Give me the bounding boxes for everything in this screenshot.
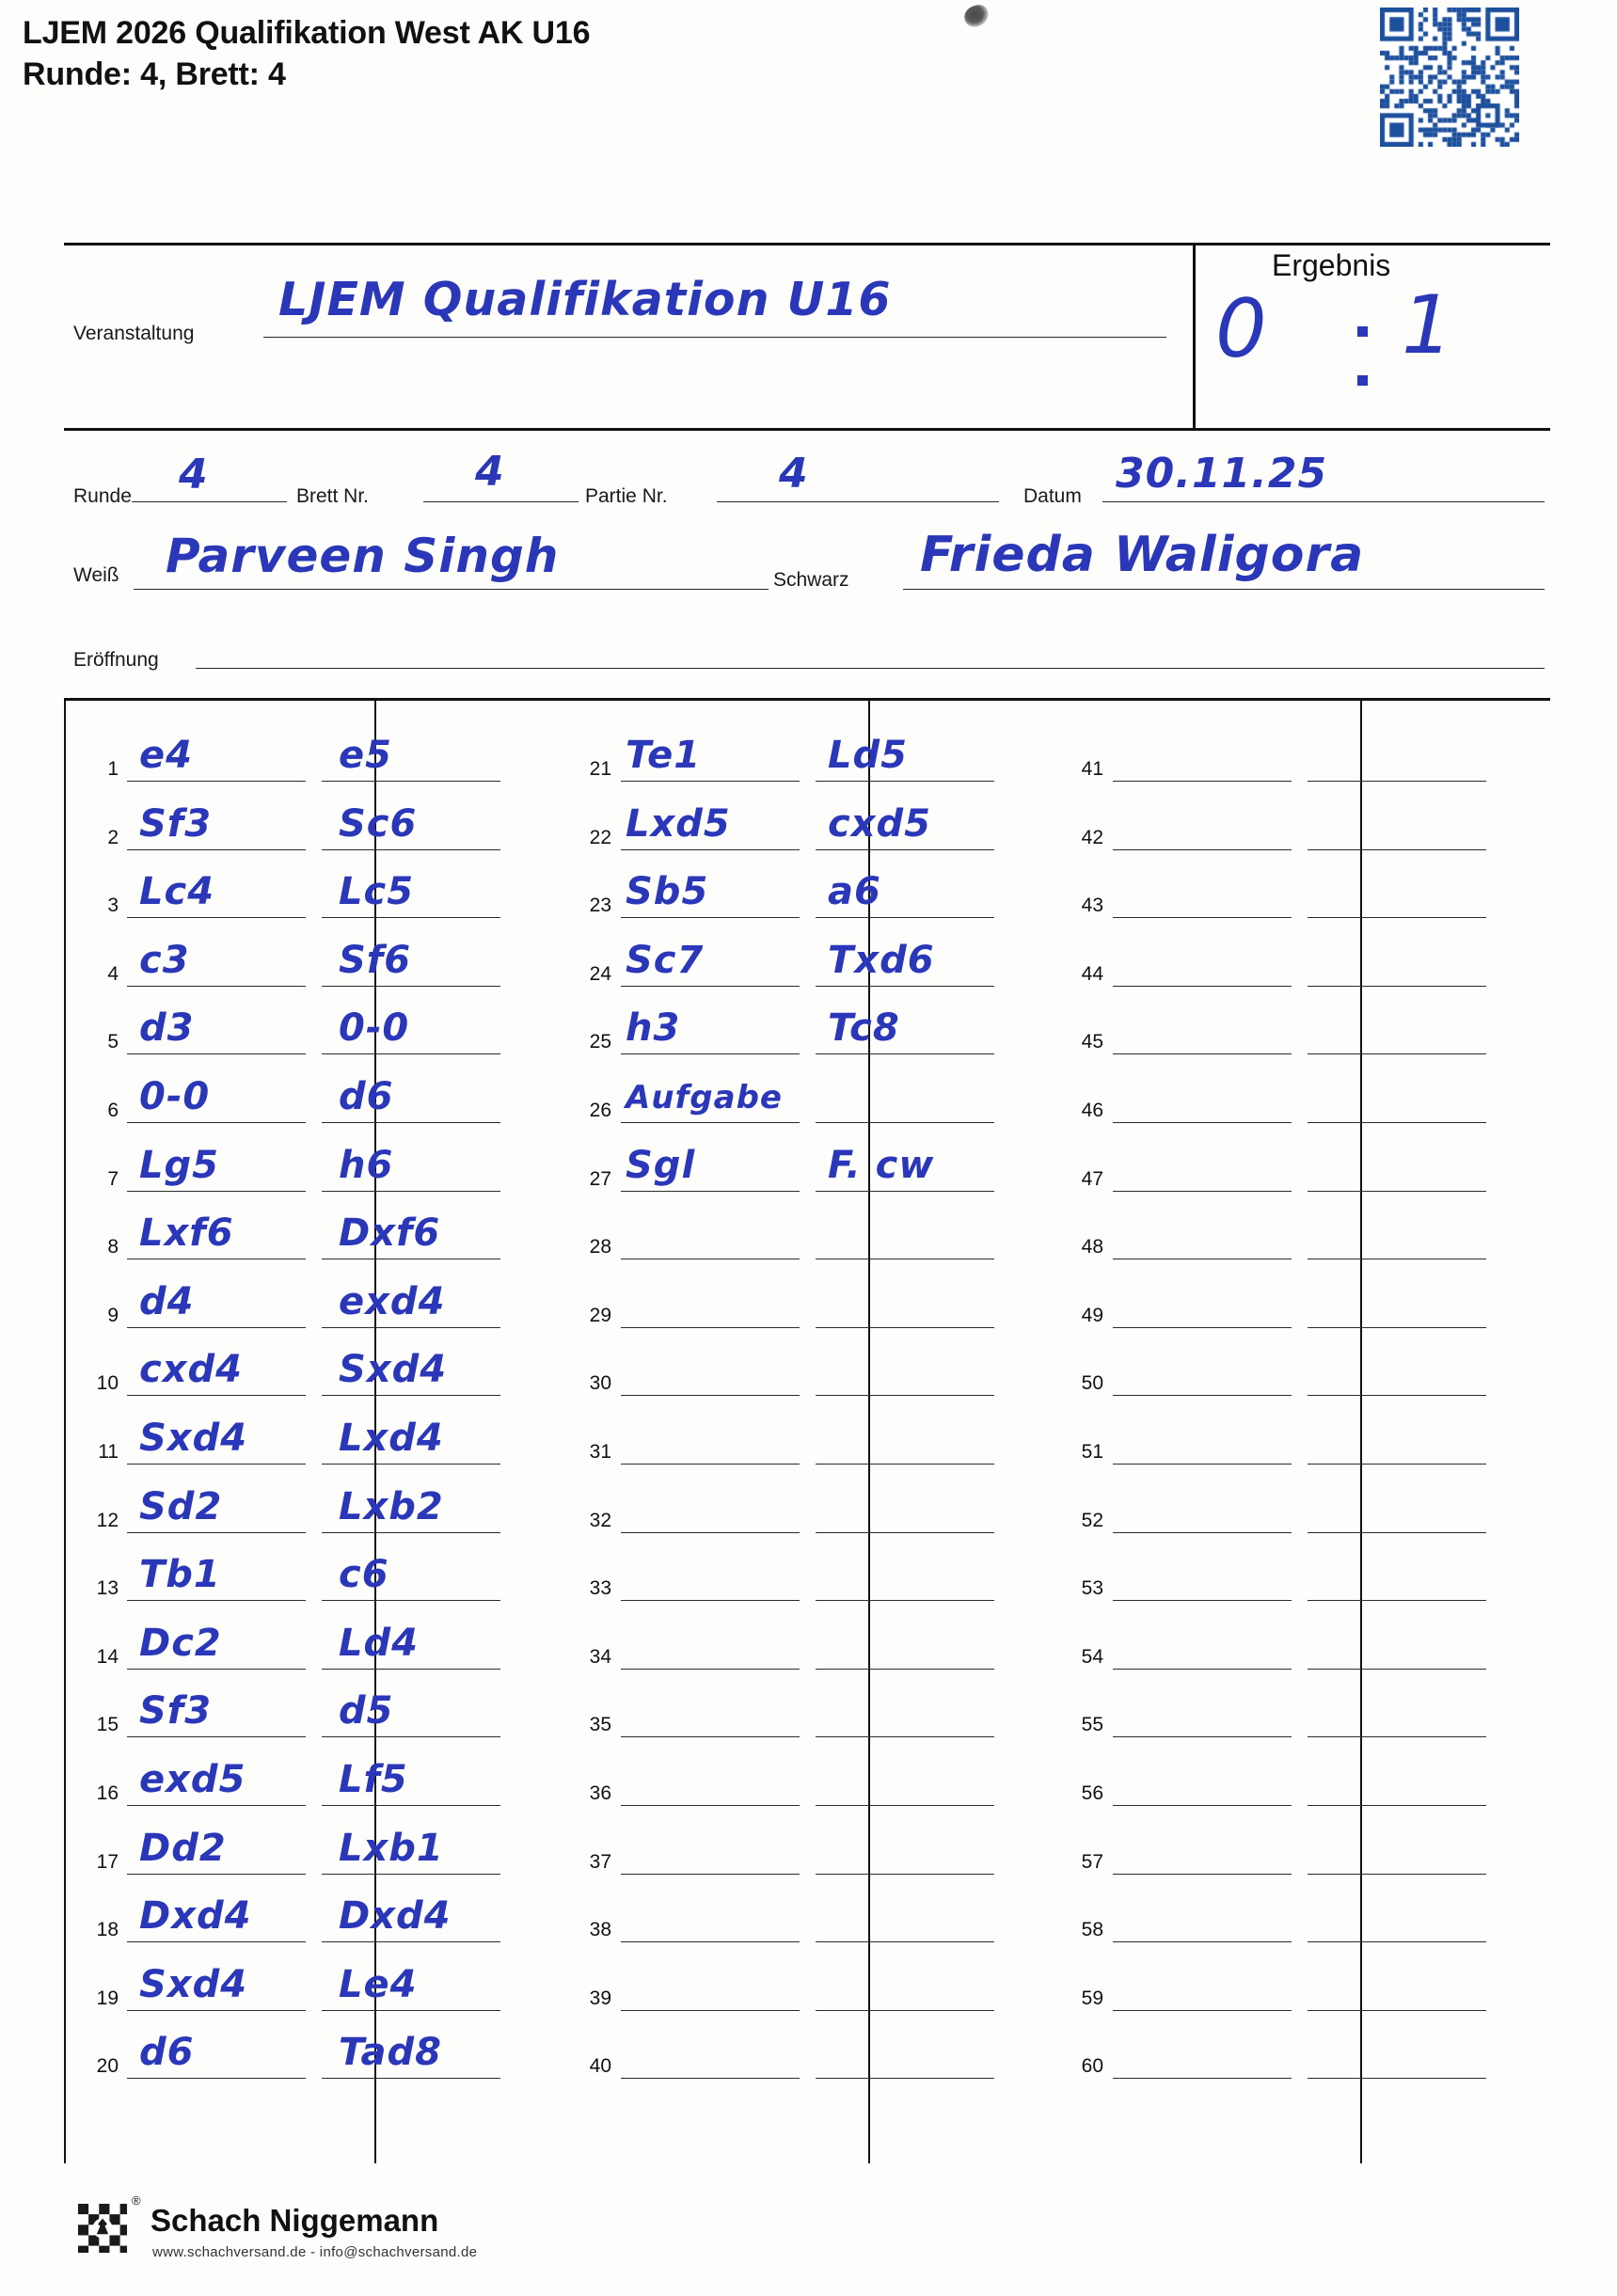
move-white-rule bbox=[1113, 1941, 1292, 1942]
move-white-rule bbox=[621, 1053, 800, 1054]
move-white-value[interactable]: Lc4 bbox=[139, 870, 215, 914]
move-black-rule bbox=[322, 849, 500, 850]
move-black-rule bbox=[322, 1395, 500, 1396]
registered-mark: ® bbox=[132, 2193, 141, 2208]
partie-label: Partie Nr. bbox=[585, 485, 668, 507]
move-white-rule bbox=[127, 1395, 306, 1396]
move-black-rule bbox=[322, 917, 500, 918]
move-black-rule bbox=[322, 2078, 500, 2079]
move-black-value[interactable]: Lxd4 bbox=[339, 1417, 444, 1460]
move-number: 22 bbox=[589, 826, 611, 848]
move-black-value[interactable]: Sxd4 bbox=[339, 1348, 448, 1392]
move-white-rule bbox=[1113, 1122, 1292, 1123]
move-white-rule bbox=[127, 2078, 306, 2079]
move-black-rule bbox=[322, 1669, 500, 1670]
move-number: 35 bbox=[589, 1714, 611, 1736]
move-black-rule bbox=[1308, 1736, 1486, 1737]
move-black-rule bbox=[816, 1122, 994, 1123]
weiss-rule bbox=[134, 589, 769, 590]
move-white-rule bbox=[1113, 1327, 1292, 1328]
move-black-rule bbox=[1308, 781, 1486, 782]
move-number: 24 bbox=[589, 962, 611, 985]
move-black-rule bbox=[322, 1805, 500, 1806]
move-number: 1 bbox=[107, 758, 119, 780]
move-black-value[interactable]: Tc8 bbox=[828, 1006, 900, 1051]
move-white-rule bbox=[621, 986, 800, 987]
move-white-rule bbox=[127, 1327, 306, 1328]
move-black-value[interactable]: exd4 bbox=[339, 1279, 446, 1323]
move-white-rule bbox=[621, 1805, 800, 1806]
move-black-rule bbox=[1308, 1327, 1486, 1328]
page-title bbox=[23, 13, 590, 95]
move-white-rule bbox=[621, 1600, 800, 1601]
move-black-rule bbox=[1308, 1532, 1486, 1533]
move-number: 46 bbox=[1081, 1100, 1103, 1121]
move-white-rule bbox=[1113, 1191, 1292, 1192]
move-white-rule bbox=[621, 1395, 800, 1396]
move-black-value[interactable]: e5 bbox=[339, 734, 392, 777]
move-white-rule bbox=[127, 1532, 306, 1533]
move-black-rule bbox=[816, 1669, 994, 1670]
qr-code bbox=[1380, 8, 1519, 147]
schach-niggemann-logo-icon bbox=[73, 2199, 132, 2257]
move-number: 12 bbox=[96, 1509, 119, 1531]
move-number: 55 bbox=[1081, 1714, 1103, 1736]
move-black-value[interactable]: Ld5 bbox=[828, 734, 908, 777]
move-number: 54 bbox=[1081, 1645, 1103, 1668]
move-white-rule bbox=[1113, 1736, 1292, 1737]
move-white-rule bbox=[621, 1532, 800, 1533]
move-black-rule bbox=[816, 1532, 994, 1533]
move-white-value[interactable]: Sd2 bbox=[139, 1484, 223, 1528]
move-black-rule bbox=[322, 1327, 500, 1328]
move-black-value[interactable]: Lxb2 bbox=[339, 1484, 444, 1528]
move-white-rule bbox=[621, 849, 800, 850]
move-white-rule bbox=[1113, 1600, 1292, 1601]
move-white-rule bbox=[127, 1669, 306, 1670]
move-white-value[interactable]: Dc2 bbox=[139, 1621, 222, 1665]
move-black-rule bbox=[322, 1464, 500, 1465]
move-black-value[interactable]: d5 bbox=[339, 1689, 394, 1734]
move-black-rule bbox=[816, 1874, 994, 1875]
move-black-rule bbox=[1308, 1191, 1486, 1192]
move-white-rule bbox=[1113, 849, 1292, 850]
move-white-rule bbox=[1113, 2010, 1292, 2011]
move-number: 15 bbox=[96, 1714, 119, 1736]
move-black-rule bbox=[322, 1874, 500, 1875]
move-black-value[interactable]: Lc5 bbox=[339, 870, 415, 914]
move-black-value[interactable]: h6 bbox=[339, 1143, 394, 1187]
datum-value[interactable]: 30.11.25 bbox=[1116, 450, 1328, 498]
move-black-value[interactable]: cxd5 bbox=[828, 801, 931, 846]
move-number: 14 bbox=[96, 1645, 119, 1668]
move-black-rule bbox=[1308, 986, 1486, 987]
move-white-value[interactable]: Te1 bbox=[626, 734, 702, 777]
move-black-rule bbox=[816, 1395, 994, 1396]
move-number: 27 bbox=[589, 1167, 611, 1190]
move-number: 21 bbox=[589, 758, 611, 780]
move-white-rule bbox=[621, 1736, 800, 1737]
move-white-rule bbox=[127, 1053, 306, 1054]
move-black-rule bbox=[1308, 2078, 1486, 2079]
move-black-rule bbox=[322, 1053, 500, 1054]
move-black-rule bbox=[816, 1053, 994, 1054]
move-number: 43 bbox=[1081, 895, 1103, 917]
move-white-rule bbox=[1113, 1464, 1292, 1465]
move-number: 31 bbox=[589, 1441, 611, 1463]
move-white-rule bbox=[127, 986, 306, 987]
runde-rule bbox=[132, 501, 287, 502]
move-black-value[interactable]: Ld4 bbox=[339, 1621, 419, 1665]
move-black-rule bbox=[816, 1941, 994, 1942]
move-black-rule bbox=[816, 986, 994, 987]
move-white-value[interactable]: c3 bbox=[139, 938, 190, 982]
runde-label: Runde bbox=[73, 485, 132, 507]
move-white-value[interactable]: d3 bbox=[139, 1006, 195, 1051]
move-number: 20 bbox=[96, 2055, 119, 2078]
move-number: 33 bbox=[589, 1577, 611, 1600]
move-number: 50 bbox=[1081, 1372, 1103, 1395]
move-number: 8 bbox=[107, 1236, 119, 1259]
move-black-value[interactable]: Lf5 bbox=[339, 1758, 408, 1801]
move-white-value[interactable]: Aufgabe bbox=[626, 1079, 783, 1116]
move-number: 10 bbox=[96, 1372, 119, 1395]
move-white-rule bbox=[1113, 781, 1292, 782]
move-number: 18 bbox=[96, 1919, 119, 1941]
move-black-rule bbox=[1308, 1600, 1486, 1601]
move-black-rule bbox=[1308, 1874, 1486, 1875]
brett-label: Brett Nr. bbox=[296, 485, 370, 507]
move-number: 29 bbox=[589, 1304, 611, 1326]
weiss-label: Weiß bbox=[73, 564, 119, 586]
move-black-value[interactable]: F. cw bbox=[828, 1143, 935, 1187]
move-number: 40 bbox=[589, 2055, 611, 2078]
move-number: 32 bbox=[589, 1509, 611, 1531]
move-white-value[interactable]: Sxd4 bbox=[139, 1417, 248, 1460]
move-number: 52 bbox=[1081, 1509, 1103, 1531]
schwarz-value[interactable]: Frieda Waligora bbox=[920, 527, 1365, 583]
move-black-rule bbox=[816, 1736, 994, 1737]
move-black-value[interactable]: Le4 bbox=[339, 1962, 418, 2006]
move-number: 4 bbox=[107, 962, 119, 985]
move-black-rule bbox=[1308, 1941, 1486, 1942]
move-black-rule bbox=[1308, 849, 1486, 850]
move-white-rule bbox=[621, 1191, 800, 1192]
datum-label: Datum bbox=[1023, 485, 1082, 507]
move-white-value[interactable]: Lxd5 bbox=[626, 801, 731, 846]
move-number: 60 bbox=[1081, 2055, 1103, 2078]
schwarz-label: Schwarz bbox=[773, 569, 849, 591]
move-white-rule bbox=[1113, 1395, 1292, 1396]
move-black-value[interactable]: Dxf6 bbox=[339, 1211, 441, 1256]
move-number: 47 bbox=[1081, 1167, 1103, 1190]
move-number: 5 bbox=[107, 1031, 119, 1053]
move-white-rule bbox=[1113, 1532, 1292, 1533]
move-black-rule bbox=[1308, 1464, 1486, 1465]
move-number: 48 bbox=[1081, 1236, 1103, 1259]
move-black-value[interactable]: c6 bbox=[339, 1553, 389, 1597]
form-divider bbox=[1193, 245, 1196, 428]
move-white-value[interactable]: Sc7 bbox=[626, 938, 705, 982]
ink-smudge bbox=[961, 3, 991, 30]
move-number: 39 bbox=[589, 1987, 611, 2009]
move-number: 38 bbox=[589, 1919, 611, 1941]
page-title-line2: Runde: 4, Brett: 4 bbox=[23, 55, 286, 92]
move-black-value[interactable]: Lxb1 bbox=[339, 1826, 444, 1870]
move-white-rule bbox=[621, 1327, 800, 1328]
move-number: 6 bbox=[107, 1100, 119, 1121]
ergebnis-white-value[interactable]: 0 bbox=[1215, 282, 1276, 376]
move-white-rule bbox=[127, 1191, 306, 1192]
move-black-value[interactable]: Txd6 bbox=[828, 938, 935, 982]
move-white-rule bbox=[1113, 986, 1292, 987]
move-white-value[interactable]: Sgl bbox=[626, 1143, 696, 1187]
move-white-value[interactable]: Sf3 bbox=[139, 801, 213, 846]
partie-rule bbox=[717, 501, 999, 502]
move-white-value[interactable]: Lxf6 bbox=[139, 1211, 234, 1256]
eroeffnung-label: Eröffnung bbox=[73, 649, 159, 671]
move-white-value[interactable]: h3 bbox=[626, 1006, 681, 1051]
veranstaltung-value[interactable]: LJEM Qualifikation U16 bbox=[278, 273, 892, 326]
move-number: 45 bbox=[1081, 1031, 1103, 1053]
move-white-rule bbox=[621, 2078, 800, 2079]
move-black-rule bbox=[322, 2010, 500, 2011]
move-number: 53 bbox=[1081, 1577, 1103, 1600]
move-black-value[interactable]: Tad8 bbox=[339, 2031, 442, 2075]
move-number: 7 bbox=[107, 1167, 119, 1190]
move-white-rule bbox=[621, 2010, 800, 2011]
move-black-rule bbox=[816, 1805, 994, 1806]
move-black-rule bbox=[816, 1191, 994, 1192]
table-border-left bbox=[64, 701, 66, 2163]
move-white-rule bbox=[621, 1941, 800, 1942]
move-number: 9 bbox=[107, 1304, 119, 1326]
move-white-rule bbox=[127, 781, 306, 782]
brett-rule bbox=[423, 501, 579, 502]
move-black-rule bbox=[816, 2078, 994, 2079]
move-number: 49 bbox=[1081, 1304, 1103, 1326]
move-black-rule bbox=[322, 781, 500, 782]
move-white-rule bbox=[1113, 2078, 1292, 2079]
move-white-value[interactable]: Dxd4 bbox=[139, 1894, 252, 1939]
move-white-rule bbox=[127, 1941, 306, 1942]
move-white-value[interactable]: Sf3 bbox=[139, 1689, 213, 1734]
move-white-rule bbox=[1113, 1669, 1292, 1670]
move-black-rule bbox=[1308, 1053, 1486, 1054]
move-number: 23 bbox=[589, 895, 611, 917]
move-number: 36 bbox=[589, 1782, 611, 1804]
move-white-rule bbox=[621, 917, 800, 918]
move-black-rule bbox=[1308, 1395, 1486, 1396]
move-number: 16 bbox=[96, 1782, 119, 1804]
move-number: 30 bbox=[589, 1372, 611, 1395]
move-black-rule bbox=[816, 917, 994, 918]
veranstaltung-rule bbox=[263, 337, 1166, 338]
move-number: 56 bbox=[1081, 1782, 1103, 1804]
move-white-rule bbox=[127, 1805, 306, 1806]
move-white-rule bbox=[127, 2010, 306, 2011]
footer-brand: Schach Niggemann bbox=[151, 2203, 439, 2238]
move-number: 44 bbox=[1081, 962, 1103, 985]
move-white-value[interactable]: Lg5 bbox=[139, 1143, 219, 1187]
ergebnis-colon-dot-bottom bbox=[1357, 375, 1368, 386]
move-number: 25 bbox=[589, 1031, 611, 1053]
move-black-rule bbox=[322, 1600, 500, 1601]
move-black-rule bbox=[322, 1191, 500, 1192]
move-white-rule bbox=[621, 1874, 800, 1875]
move-black-rule bbox=[322, 1941, 500, 1942]
move-white-rule bbox=[621, 781, 800, 782]
move-number: 28 bbox=[589, 1236, 611, 1259]
weiss-value[interactable]: Parveen Singh bbox=[166, 529, 560, 583]
move-number: 26 bbox=[589, 1100, 611, 1121]
move-number: 58 bbox=[1081, 1919, 1103, 1941]
move-black-rule bbox=[1308, 2010, 1486, 2011]
move-white-value[interactable]: Tb1 bbox=[139, 1553, 221, 1597]
partie-value[interactable]: 4 bbox=[779, 450, 809, 498]
ergebnis-black-value[interactable]: 1 bbox=[1402, 278, 1463, 372]
move-black-rule bbox=[816, 1327, 994, 1328]
move-black-rule bbox=[816, 2010, 994, 2011]
datum-rule bbox=[1102, 501, 1545, 502]
move-white-rule bbox=[127, 849, 306, 850]
move-black-value[interactable]: d6 bbox=[339, 1075, 394, 1118]
move-number: 17 bbox=[96, 1850, 119, 1873]
move-black-rule bbox=[816, 781, 994, 782]
move-black-value[interactable]: Sc6 bbox=[339, 801, 418, 846]
move-white-rule bbox=[621, 1669, 800, 1670]
move-white-rule bbox=[621, 1122, 800, 1123]
move-black-rule bbox=[816, 849, 994, 850]
move-white-value[interactable]: e4 bbox=[139, 734, 193, 777]
move-black-rule bbox=[1308, 1122, 1486, 1123]
move-white-value[interactable]: Sxd4 bbox=[139, 1962, 248, 2006]
move-black-rule bbox=[322, 986, 500, 987]
move-white-rule bbox=[621, 1464, 800, 1465]
move-black-rule bbox=[322, 1122, 500, 1123]
ergebnis-label: Ergebnis bbox=[1272, 248, 1391, 282]
move-number: 19 bbox=[96, 1987, 119, 2009]
move-white-value[interactable]: 0-0 bbox=[139, 1075, 211, 1118]
move-black-value[interactable]: Dxd4 bbox=[339, 1894, 452, 1939]
move-number: 42 bbox=[1081, 826, 1103, 848]
move-white-rule bbox=[127, 1736, 306, 1737]
move-white-rule bbox=[127, 1874, 306, 1875]
page-title-line1: LJEM 2026 Qualifikation West AK U16 bbox=[23, 15, 591, 51]
move-number: 41 bbox=[1081, 758, 1103, 780]
move-white-rule bbox=[1113, 917, 1292, 918]
move-black-rule bbox=[816, 1600, 994, 1601]
footer-contact[interactable]: www.schachversand.de - info@schachversand.de bbox=[152, 2244, 478, 2260]
move-white-value[interactable]: Sb5 bbox=[626, 870, 709, 914]
ergebnis-colon-dot-top bbox=[1357, 326, 1368, 337]
move-number: 2 bbox=[107, 826, 119, 848]
move-number: 11 bbox=[98, 1441, 119, 1463]
eroeffnung-rule bbox=[196, 668, 1545, 669]
move-number: 37 bbox=[589, 1850, 611, 1873]
move-black-value[interactable]: a6 bbox=[828, 870, 881, 914]
move-black-value[interactable]: 0-0 bbox=[339, 1006, 410, 1051]
move-white-value[interactable]: d4 bbox=[139, 1279, 195, 1323]
brett-value[interactable]: 4 bbox=[475, 448, 505, 496]
move-number: 51 bbox=[1081, 1441, 1103, 1463]
move-black-rule bbox=[816, 1464, 994, 1465]
runde-value[interactable]: 4 bbox=[179, 451, 209, 499]
move-black-value[interactable]: Sf6 bbox=[339, 938, 412, 982]
move-white-value[interactable]: Dd2 bbox=[139, 1826, 227, 1870]
move-black-rule bbox=[1308, 917, 1486, 918]
move-white-value[interactable]: exd5 bbox=[139, 1758, 246, 1801]
move-number: 3 bbox=[107, 895, 119, 917]
move-white-rule bbox=[1113, 1053, 1292, 1054]
move-black-rule bbox=[1308, 1669, 1486, 1670]
move-black-rule bbox=[322, 1532, 500, 1533]
move-white-rule bbox=[1113, 1874, 1292, 1875]
move-number: 34 bbox=[589, 1645, 611, 1668]
move-white-rule bbox=[127, 1122, 306, 1123]
move-number: 59 bbox=[1081, 1987, 1103, 2009]
move-number: 13 bbox=[96, 1577, 119, 1600]
schwarz-rule bbox=[903, 589, 1545, 590]
move-black-rule bbox=[322, 1736, 500, 1737]
move-white-rule bbox=[1113, 1805, 1292, 1806]
veranstaltung-label: Veranstaltung bbox=[73, 323, 195, 344]
move-number: 57 bbox=[1081, 1850, 1103, 1873]
move-white-value[interactable]: cxd4 bbox=[139, 1348, 243, 1392]
table-divider-2 bbox=[868, 701, 870, 2163]
move-white-rule bbox=[127, 1600, 306, 1601]
table-divider-3 bbox=[1360, 701, 1362, 2163]
move-white-value[interactable]: d6 bbox=[139, 2031, 195, 2075]
move-black-rule bbox=[1308, 1805, 1486, 1806]
move-white-rule bbox=[127, 1464, 306, 1465]
move-white-rule bbox=[127, 917, 306, 918]
